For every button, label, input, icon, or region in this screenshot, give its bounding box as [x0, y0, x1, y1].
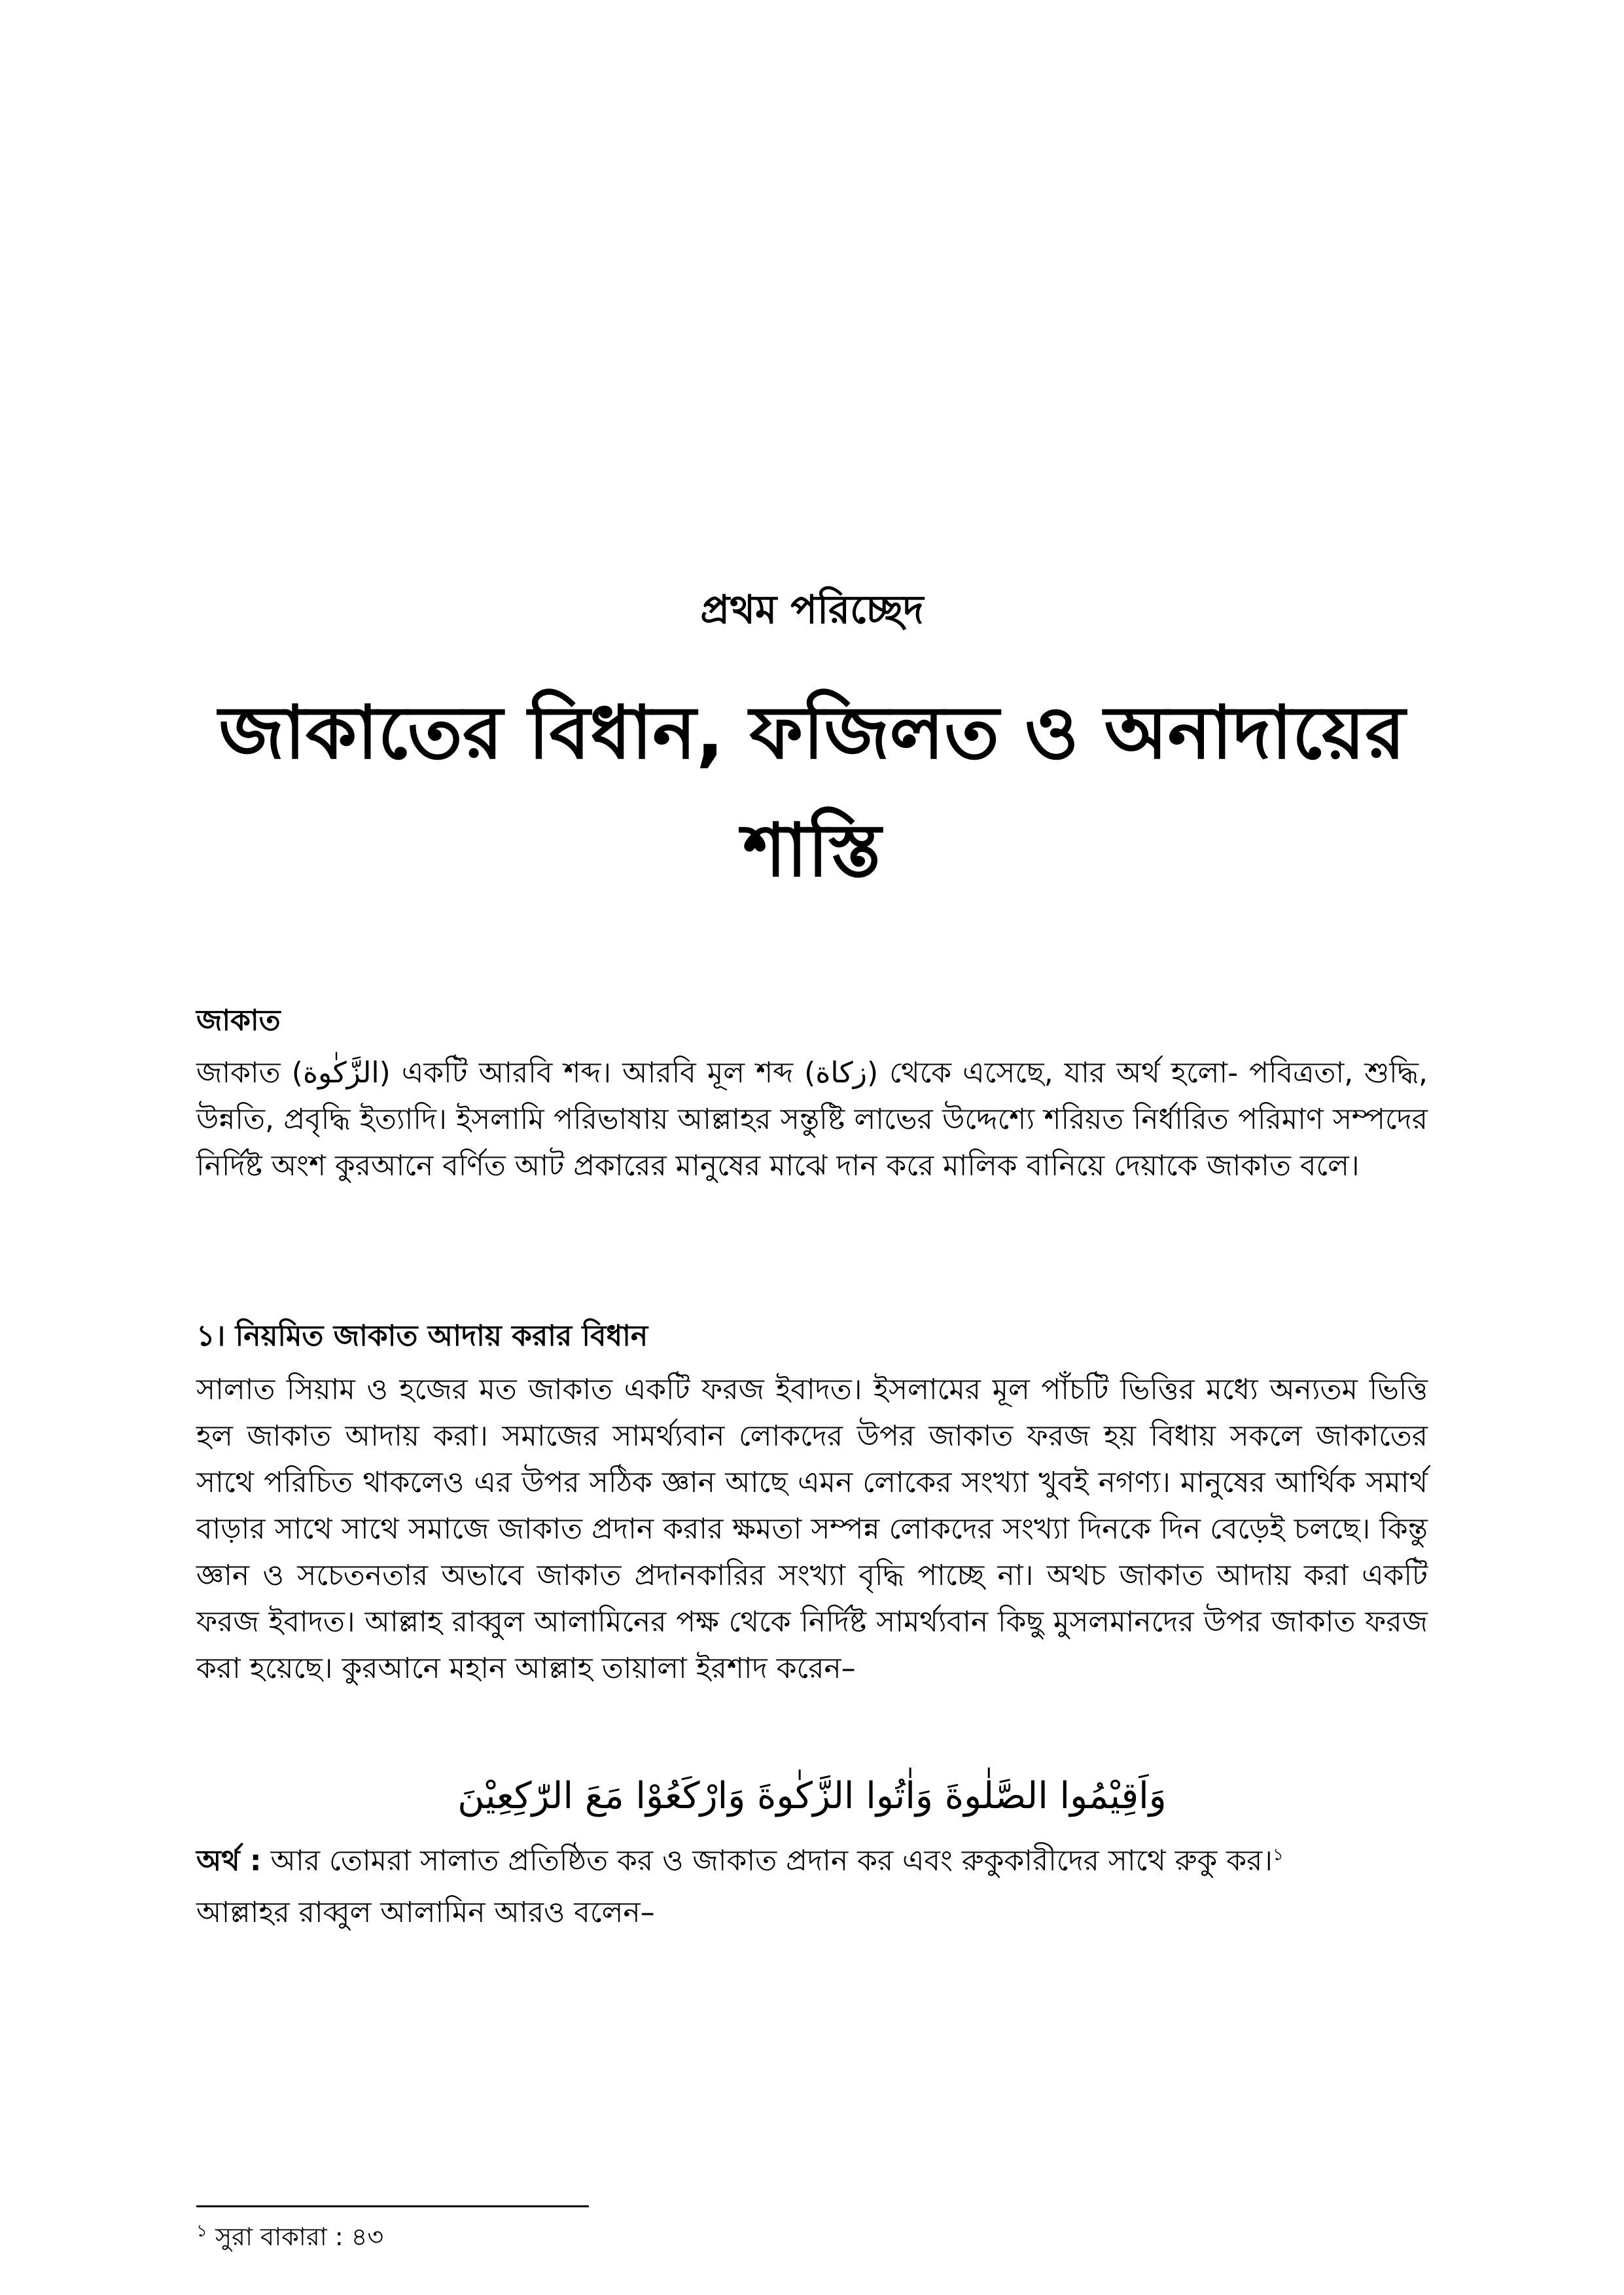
- zakat-section: [196, 1000, 1428, 1189]
- meaning-text: আর তোমরা সালাত প্রতিষ্ঠিত কর ও জাকাত প্রদান কর এবং রুকুকারীদের সাথে রুকু কর।: [261, 1844, 1273, 1877]
- quran-verse: وَاَقِيْمُوا الصَّلٰوةَ وَاٰتُوا الزَّكٰوةَ وَارْكَعُوْا مَعَ الرّٰكِعِيْنَ: [457, 1775, 1167, 1817]
- section-1-paragraph: সালাত সিয়াম ও হজের মত জাকাত একটি ফরজ ইবাদত। ইসলামের মূল পাঁচটি ভিত্তির মধ্যে অন্যতম ভিত্তি হল জাকাত আদায় করা। সমাজের সামর্থ্যবান লোকদের উপর জাকাত ফরজ হয় বিধায় সকলে জাকাতের সাথে পরিচিত থাকলেও এর উপর সঠিক জ্ঞান আছে এমন লোকের সংখ্যা খুবই নগণ্য। মানুষের আর্থিক সমার্থ বাড়ার সাথে সাথে সমাজে জাকাত প্রদান করার ক্ষমতা সম্পন্ন লোকদের সংখ্যা দিনকে দিন বেড়েই চলছে। কিন্তু জ্ঞান ও সচেতনতার অভাবে জাকাত প্রদানকারির সংখ্যা বৃদ্ধি পাচ্ছে না। অথচ জাকাত আদায় করা একটি ফরজ ইবাদত। আল্লাহ রাব্বুল আলামিনের পক্ষ থেকে নির্দিষ্ট সামর্থ্যবান কিছু মুসলমানদের উপর জাকাত ফরজ করা হয়েছে। কুরআনে মহান আল্লাহ তায়ালা ইরশাদ করেন–: [196, 1373, 1428, 1685]
- definition-text-mid: ) একটি আরবি শব্দ। আরবি মূল শব্দ (: [379, 1056, 816, 1090]
- footnote: [196, 2217, 1428, 2256]
- footnote-divider: [196, 2205, 589, 2207]
- verse-meaning-block: [196, 1838, 1428, 1936]
- continuation-text: আল্লাহর রাব্বুল আলামিন আরও বলেন–: [196, 1896, 655, 1929]
- meaning-label: অর্থ :: [196, 1844, 262, 1877]
- section-1: [196, 1315, 1428, 1692]
- arabic-root-word: زكاة: [815, 1056, 867, 1090]
- verse-meaning: [196, 1838, 1428, 1884]
- footnote-reference[interactable]: ১: [1273, 1845, 1284, 1865]
- zakat-definition-paragraph: [196, 1050, 1428, 1189]
- footnote-text: সুরা বাকারা : ৪৩: [207, 2222, 384, 2251]
- arabic-word-zakat: الزَّكٰوة: [302, 1056, 380, 1090]
- footnote-marker: ১: [196, 2221, 207, 2241]
- definition-text-start: জাকাত (: [196, 1056, 303, 1090]
- zakat-heading: জাকাত: [196, 1004, 281, 1037]
- definition-text-end: ) থেকে এসেছে, যার অর্থ হলো- পবিত্রতা, শুদ্ধি, উন্নতি, প্রবৃদ্ধি ইত্যাদি। ইসলামি পরিভাষায় আল্লাহর সন্তুষ্টি লাভের উদ্দেশ্যে শরিয়ত নির্ধারিত পরিমাণ সম্পদের নির্দিষ্ট অংশ কুরআনে বর্ণিত আট প্রকারের মানুষের মাঝে দান করে মালিক বানিয়ে দেয়াকে জাকাত বলে।: [196, 1056, 1428, 1183]
- chapter-title: জাকাতের বিধান, ফজিলত ও অনাদায়ের শাস্তি: [219, 690, 1405, 893]
- chapter-label: প্রথম পরিচ্ছেদ: [700, 587, 924, 633]
- section-1-heading: ১। নিয়মিত জাকাত আদায় করার বিধান: [196, 1319, 648, 1353]
